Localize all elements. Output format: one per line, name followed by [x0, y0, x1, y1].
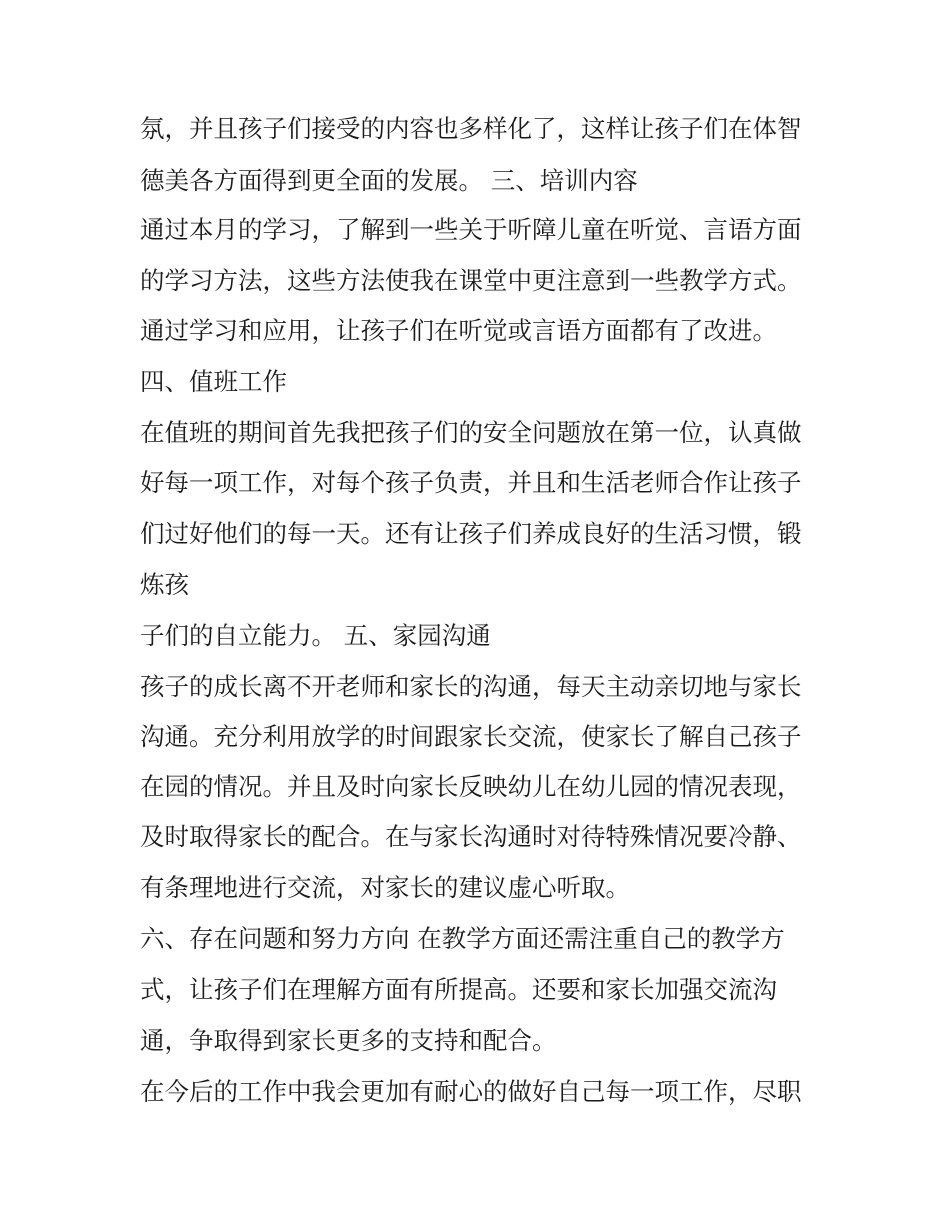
text-line: 通过学习和应用，让孩子们在听觉或言语方面都有了改进。	[140, 316, 777, 345]
section-heading: 四、值班工作	[140, 367, 287, 396]
text-line: 及时取得家长的配合。在与家长沟通时对待特殊情况要冷静、	[140, 822, 802, 851]
text-line: 通过本月的学习，了解到一些关于听障儿童在听觉、言语方面	[140, 215, 802, 244]
text-line: 子们的自立能力。 五、家园沟通	[140, 621, 491, 650]
text-line: 通，争取得到家长更多的支持和配合。	[140, 1026, 557, 1055]
text-line: 炼孩	[140, 570, 189, 599]
text-line: 的学习方法，这些方法使我在课堂中更注意到一些教学方式。	[140, 266, 802, 295]
text-line: 好每一项工作，对每个孩子负责，并且和生活老师合作让孩子	[140, 468, 802, 497]
text-line: 沟通。充分利用放学的时间跟家长交流，使家长了解自己孩子	[140, 722, 802, 751]
text-line: 们过好他们的每一天。还有让孩子们养成良好的生活习惯，锻	[140, 519, 802, 548]
text-line: 德美各方面得到更全面的发展。 三、培训内容	[140, 166, 638, 195]
text-line: 在园的情况。并且及时向家长反映幼儿在幼儿园的情况表现，	[140, 772, 802, 801]
text-line: 在今后的工作中我会更加有耐心的做好自己每一项工作，尽职	[140, 1077, 802, 1106]
text-line: 六、存在问题和努力方向 在教学方面还需注重自己的教学方	[140, 924, 785, 953]
text-line: 在值班的期间首先我把孩子们的安全问题放在第一位，认真做	[140, 418, 802, 447]
text-line: 孩子的成长离不开老师和家长的沟通，每天主动亲切地与家长	[140, 672, 802, 701]
text-line: 式，让孩子们在理解方面有所提高。还要和家长加强交流沟	[140, 975, 777, 1004]
text-line: 有条理地进行交流，对家长的建议虚心听取。	[140, 873, 630, 902]
text-line: 氛，并且孩子们接受的内容也多样化了，这样让孩子们在体智	[140, 114, 802, 143]
